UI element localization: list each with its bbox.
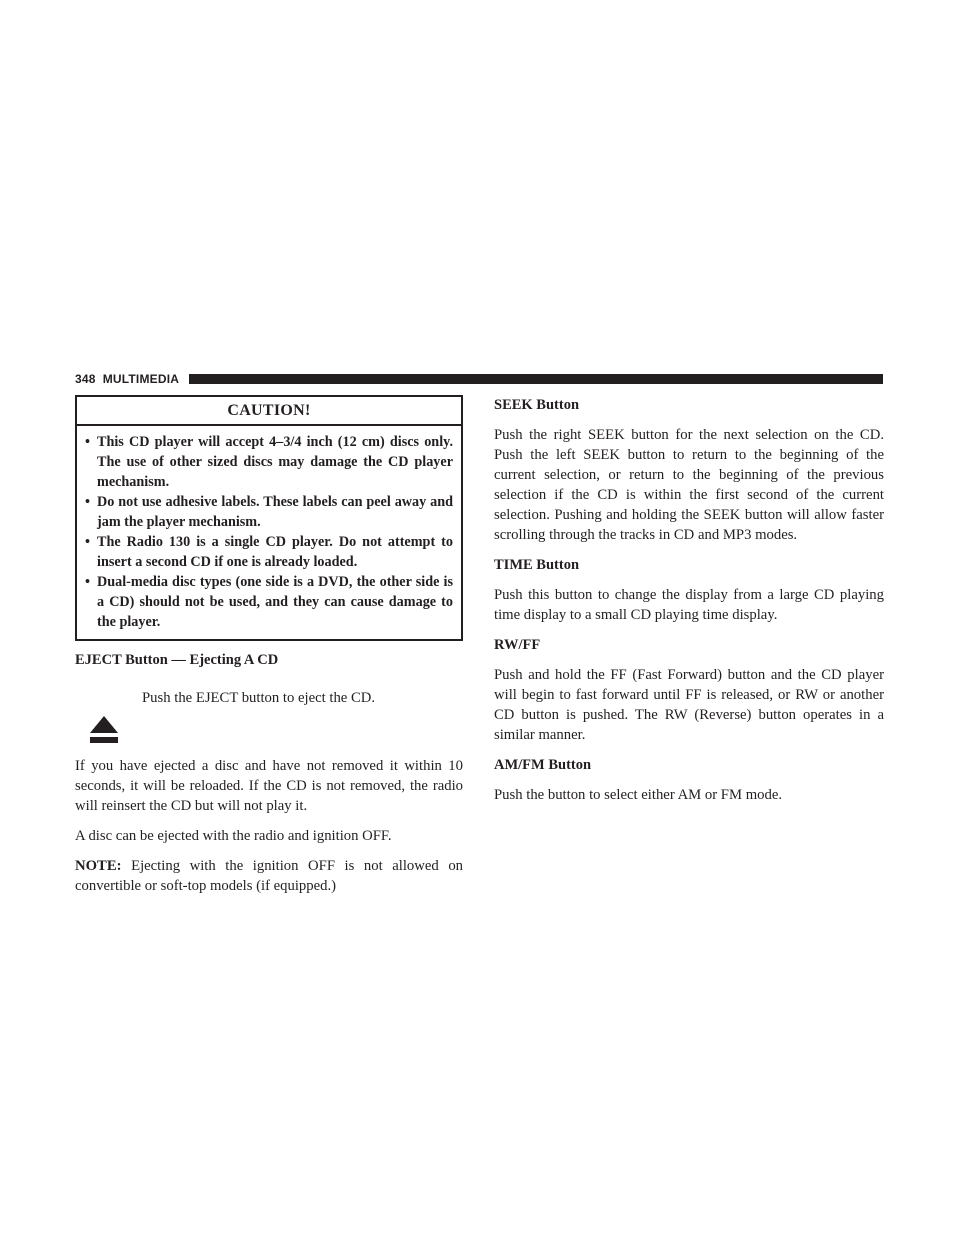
- right-column: [494, 395, 884, 805]
- caution-list: [77, 426, 461, 639]
- eject-icon: [89, 714, 119, 744]
- caution-box: [75, 395, 463, 641]
- note-text: Ejecting with the ignition OFF is not allowed on convertible or soft-top models (if equipped.): [75, 858, 464, 894]
- caution-item: • Dual-media disc types (one side is a DVD, the other side is a CD) should not be used, and they can cause damage to the player.: [85, 572, 453, 632]
- eject-instruction-row: [75, 680, 463, 756]
- caution-item: • Do not use adhesive labels. These labels can peel away and jam the player mechanism.: [85, 492, 453, 532]
- header-label: [75, 372, 179, 386]
- page-header: [75, 372, 883, 386]
- time-text: Push this button to change the display from a large CD playing time display to a small CD playing time display.: [494, 587, 884, 623]
- amfm-text: Push the button to select either AM or FM mode.: [494, 787, 783, 803]
- amfm-heading: AM/FM Button: [494, 757, 592, 773]
- rwff-heading: RW/FF: [494, 637, 541, 653]
- eject-paragraph: If you have ejected a disc and have not removed it within 10 seconds, it will be reloaded. If the CD is not removed, the radio will reinsert the CD but will not play it.: [75, 758, 463, 814]
- header-rule: [189, 374, 883, 384]
- seek-heading: SEEK Button: [494, 397, 580, 413]
- caution-item: • This CD player will accept 4–3/4 inch (12 cm) discs only. The use of other sized discs may damage the CD player mechanism.: [85, 432, 453, 492]
- note-paragraph: [75, 856, 463, 896]
- section-title: MULTIMEDIA: [102, 372, 180, 386]
- eject-instruction: Push the EJECT button to eject the CD.: [142, 690, 376, 706]
- note-label: NOTE:: [75, 858, 122, 874]
- caution-title: CAUTION!: [77, 397, 461, 426]
- eject-paragraph: A disc can be ejected with the radio and ignition OFF.: [75, 828, 392, 844]
- eject-heading: EJECT Button — Ejecting A CD: [75, 652, 279, 668]
- left-column: [75, 395, 463, 896]
- rwff-text: Push and hold the FF (Fast Forward) button and the CD player will begin to fast forward until FF is released, or RW or another CD button is pushed. The RW (Reverse) button operates in a similar manner.: [494, 667, 884, 743]
- seek-text: Push the right SEEK button for the next selection on the CD. Push the left SEEK button to return to the beginning of the current selection, or return to the beginning of the previous selection if the CD is within the first second of the current selection. Pushing and holding the SEEK button will allow faster scrolling through the tracks in CD and MP3 modes.: [494, 427, 884, 543]
- caution-item: • The Radio 130 is a single CD player. Do not attempt to insert a second CD if one is already loaded.: [85, 532, 453, 572]
- time-heading: TIME Button: [494, 557, 580, 573]
- page-number: 348: [75, 372, 96, 386]
